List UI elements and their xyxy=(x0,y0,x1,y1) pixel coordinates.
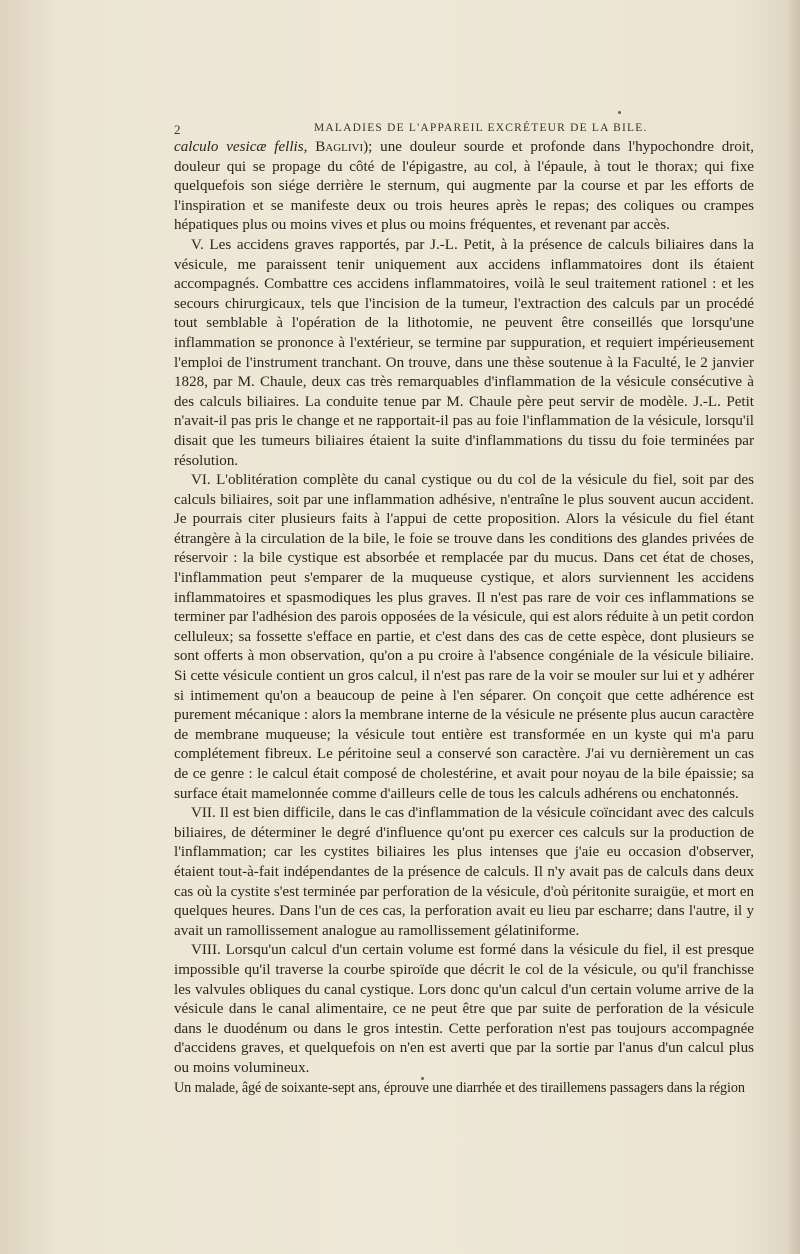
page-content xyxy=(174,118,754,1098)
paragraph-v: V. Les accidens graves rapportés, par J.-L. Petit, à la présence de calculs biliaires dans la vésicule, me paraissent tenir uniquement aux accidens inflammatoires dont ils étaient accompagnés. Combattre ces accidens inflammatoires, voilà le seul traitement rationel : et les secours chirurgicaux, tels que l'incision de la tumeur, l'extraction des calculs par un procédé tout semblable à l'opération de la lithotomie, ne peuvent être conseillés que lorsqu'une inflammation se prononce à l'extérieur, se termine par suppuration, et requiert impérieusement l'emploi de l'instrument tranchant. On trouve, dans une thèse soutenue à la Faculté, le 2 janvier 1828, par M. Chaule, deux cas très remarquables d'inflammation de la vésicule consécutive à des calculs biliaires. La conduite tenue par M. Chaule père peut servir de modèle. J.-L. Petit n'avait-il pas pris le change et ne rapportait-il pas au foie l'inflammation de la vésicule, lorsqu'il disait que les tumeurs biliaires étaient la suite d'inflammations du tissu du foie terminées par résolution. xyxy=(174,236,754,469)
paragraph-continued xyxy=(174,138,754,236)
text-run: ); une douleur sourde et profonde dans l'hypochondre droit, douleur qui se propage du côté de l'épigastre, au col, à l'épaule, à tout le thorax; qui fixe quelquefois son siége derrière le sternum, qui augmente par la course et par les efforts de l'inspiration et se manifeste deux ou trois heures après le repas; des coliques ou crampes hépatiques plus ou moins vives et plus ou moins fréquentes, et revenant par accès. xyxy=(174,139,754,234)
text-run: , xyxy=(303,139,316,155)
running-head-title: MALADIES DE L'APPAREIL EXCRÉTEUR DE LA BILE. xyxy=(314,122,648,134)
paragraph-case-start: Un malade, âgé de soixante-sept ans, éprouve une diarrhée et des tiraillemens passagers dans la région xyxy=(174,1079,745,1096)
author-name: Baglivi xyxy=(315,139,364,155)
page-fold-shadow xyxy=(786,0,800,1254)
body-text xyxy=(174,138,754,1098)
paragraph-vii: VII. Il est bien difficile, dans le cas d'inflammation de la vésicule coïncidant avec des calculs biliaires, de déterminer le degré d'influence qu'ont pu exercer ces calculs sur la production de l'inflammation; car les cystites biliaires les plus intenses que j'aie eu occasion d'observer, étaient tout-à-fait indépendantes de la présence de calculs. Il n'y avait pas de calculs dans deux cas où la cystite s'est terminée par perforation de la vésicule, d'où péritonite suraigüe, et mort en quelques heures. Dans l'un de ces cas, la perforation avait eu lieu par escharre; dans l'autre, il y avait un ramollissement analogue au ramollissement gélatiniforme. xyxy=(174,805,754,939)
paper-speck xyxy=(618,111,621,114)
paragraph-vi: VI. L'oblitération complète du canal cystique ou du col de la vésicule du fiel, soit par des calculs biliaires, soit par une inflammation adhésive, n'entraîne le plus souvent aucun accident. Je pourrais citer plusieurs faits à l'appui de cette proposition. Alors la vésicule du fiel étant étrangère à la circulation de la bile, le foie se trouve dans les conditions des glandes privées de réservoir : la bile cystique est absorbée et remplacée par du mucus. Dans cet état de choses, l'inflammation peut s'emparer de la muqueuse cystique, et alors surviennent les accidens inflammatoires et spasmodiques les plus graves. Il n'est pas rare de voir ces inflammations se terminer par l'adhésion des parois opposées de la vésicule, qui est alors réduite à un petit cordon celluleux; sa fossette s'efface en partie, et c'est dans des cas de cette espèce, dont plusieurs se sont offerts à mon observation, qu'on a pu croire à l'absence congéniale de la vésicule biliaire. Si cette vésicule contient un gros calcul, il n'est pas rare de la voir se mouler sur lui et y adhérer si intimement qu'on a beaucoup de peine à l'en séparer. On conçoit que cette adhérence est purement mécanique : alors la membrane interne de la vésicule ne présente plus aucun caractère de membrane muqueuse; la vésicule tout entière est transformée en un kyste qui m'a paru complétement fibreux. Le péritoine seul a conservé son caractère. J'ai vu dernièrement un cas de ce genre : le calcul était composé de cholestérine, et avait pour noyau de la bile épaissie; sa surface était mamelonnée comme d'ailleurs celle de tous les calculs adhérens ou enchatonnés. xyxy=(174,472,754,802)
page-number: 2 xyxy=(174,122,181,137)
running-head xyxy=(174,118,754,138)
paragraph-viii: VIII. Lorsqu'un calcul d'un certain volume est formé dans la vésicule du fiel, il est presque impossible qu'il traverse la courbe spiroïde que décrit le col de la vésicule, ou qu'il franchisse les valvules obliques du canal cystique. Lors donc qu'un calcul d'un certain volume arrive de la vésicule dans le canal alimentaire, ce ne peut être que par suite de perforation de la vésicule dans le duodénum ou dans le gros intestin. Cette perforation n'est pas toujours accompagnée d'accidens graves, et quelquefois on n'en est averti que par la sortie par l'anus d'un calcul plus ou moins volumineux. xyxy=(174,942,754,1076)
latin-title: calculo vesicæ fellis xyxy=(174,139,304,155)
